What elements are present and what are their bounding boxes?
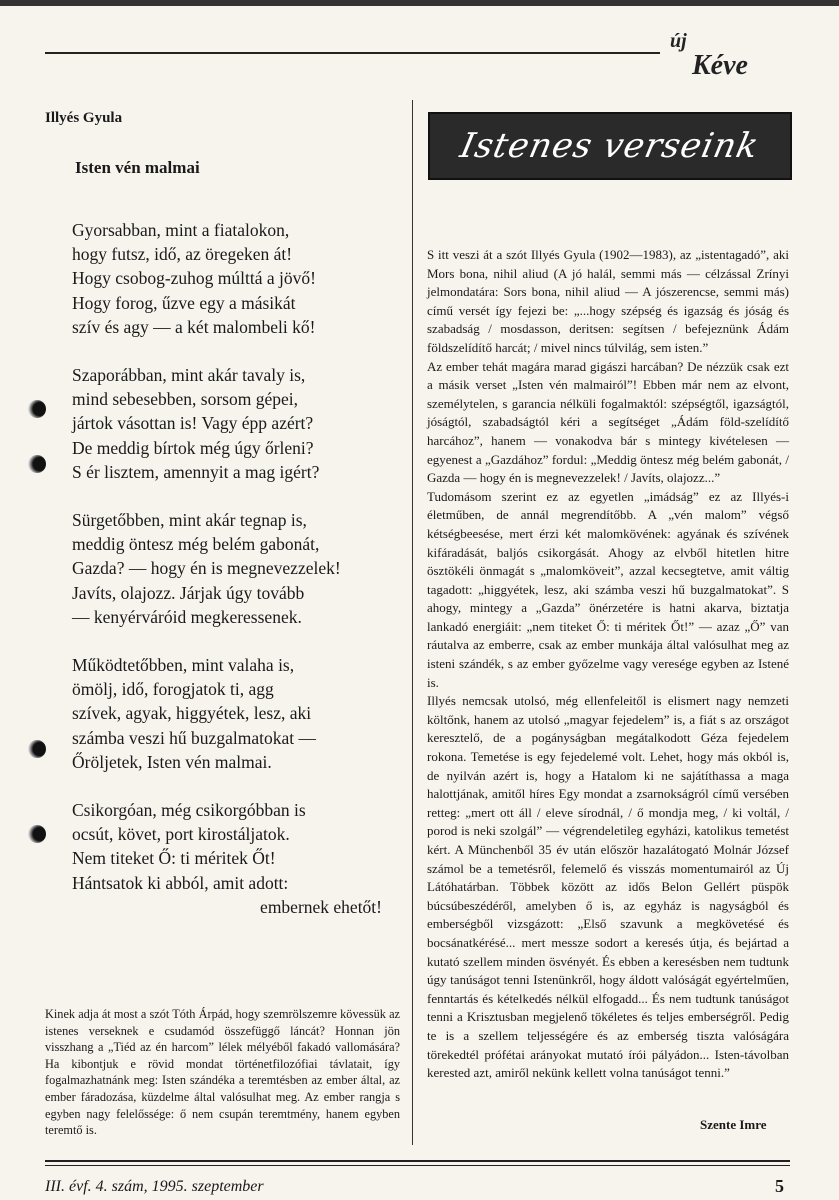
poem-line: szív és agy — a két malombeli kő!: [72, 316, 316, 337]
binder-hole-icon: [28, 455, 46, 473]
poem-title: Isten vén malmai: [75, 158, 200, 177]
poem-line: szívek, agyak, higgyétek, lesz, aki: [72, 703, 312, 724]
logo-keve: Kéve: [692, 50, 748, 81]
poem-stanza: [72, 508, 402, 629]
poem-line: Működtetőbben, mint valaha is,: [72, 655, 295, 676]
poem-author: Illyés Gyula: [45, 110, 123, 126]
poem-line: ömölj, idő, forogjatok ti, agg: [72, 679, 274, 700]
poem-stanza: [72, 218, 402, 339]
poem-line: — kenyérváróid megkeressenek.: [72, 606, 302, 627]
article-paragraph: Illyés nemcsak utolsó, még ellenfeleitől is elismert nagy nemzeti költőnk, hanem az utolsó „magyar fejedelem” is, a fiát s az országot keresztelő, de a pogányságban megátalkodott Géza fejedelem rokona. Temetése is egy fejedelemé volt. Lehet, hogy más okból is, de nyilván azért is, hogy a Hatalom ki ne sajátíthassa a maga halottjának, amitől híres Egy mondat a zsarnokságról című versében retteg: „mert ott áll / eleve sírodnál, / ő mondja meg, / ki voltál, / porod is neki szolgál” — végrendeletileg egyházi, katolikus temetést kért. A Münchenből 35 év után először hazalátogató Molnár József számol be a temetésről, felemelő és visszás momentumairól az Új Látóhatárban. Többek között az idős Belon Gellért püspök búcsúbeszédéről, amelyben ő is, az egyház is nagyságból és emberségből vizsgázott: „Első szavunk a megkövetésé és bocsánatkérésé... mert messze sodort a keresés útja, és bejártad a kutató szellem minden ösvényét. És ebben a keresésben nem tudtunk úgy tanúságot tenni Istenünkről, hogy áldott valóságát egyértelműen, fenntartás és kételkedés nélkül elfogadd... És nem tudtunk tanúságot tenni a Krisztusban megjelenő tökéletes és teljes emberségről. Pedig te is a szellem teljességére és az emberség tiszta valóságára törekedtél prófétai arányokat mutató írói pályádon... Isten-távolban kerested azt, amiről nekünk kellett volna tanúságot tenni.”: [427, 693, 789, 1081]
section-banner: [428, 112, 792, 180]
poem-line: Javíts, olajozz. Járjak úgy tovább: [72, 582, 305, 603]
page-number: 5: [775, 1176, 784, 1196]
poem-line: embernek ehetőt!: [260, 896, 382, 917]
poem-line: ocsút, követ, port kirostáljatok.: [72, 824, 290, 845]
poem-body: [72, 218, 402, 943]
poem-stanza: [72, 363, 402, 484]
article-paragraph: Az ember tehát magára marad gigászi harcában? De nézzük csak ezt a másik verset „Isten vén malmairól”! Ebben már nem az elvont, személytelen, s garancia nélküli fogalmaktól: szépségtől, igazságtól, jóságtól, szabadságtól kéri a segítséget „Ádám föld-szelídítő harcához”, hanem — vonakodva bár s mintegy kivételesen — egyenest a „Gazdához” fordul: „Meddig öntesz még belém gabonát, / Gazda — hogy én is megnevezzelek! / Javíts, olajozz...”: [427, 358, 789, 486]
binder-hole-icon: [28, 825, 46, 843]
binder-hole-icon: [28, 400, 46, 418]
poem-line: Gyorsabban, mint a fiatalokon,: [72, 220, 290, 240]
poem-line: meddig öntesz még belém gabonát,: [72, 534, 320, 555]
poem-line: Hántsatok ki abból, amit adott:: [72, 872, 289, 893]
poem-stanza: [72, 798, 402, 919]
intro-paragraph: Kinek adja át most a szót Tóth Árpád, hogy szemrölszemre kövessük az istenes verseknek e csudamód összefüggő láncát? Honnan jön visszhang a „Tiéd az én harcom” lélek mélyéből fakadó vallomására? Ha kibontjuk e rövid mondat történetfilozófiai távlatait, így fogalmazhatnánk meg: Isten szándéka a teremtésben az ember által, az ember fáradozása, küzdelme által valósulhat meg. Az ember rangja s egyben nagy felelőssége: ő nem csupán teremtmény, hanem egyben teremtő is.: [45, 1007, 400, 1138]
footer-rule: [45, 1160, 790, 1162]
article-signature: Szente Imre: [700, 1117, 767, 1132]
poem-line: Gazda? — hogy én is megnevezzelek!: [72, 558, 341, 579]
column-divider: [412, 100, 413, 1145]
poem-line: Hogy forog, űzve egy a másikát: [72, 292, 296, 313]
header-rule: [45, 52, 660, 54]
poem-line: Szaporábban, mint akár tavaly is,: [72, 365, 306, 386]
article-body: [427, 246, 789, 1083]
poem-line: számba veszi hű buzgalmatokat —: [72, 727, 316, 748]
issue-info: III. évf. 4. szám, 1995. szeptember: [45, 1178, 264, 1195]
poem-line: Csikorgóan, még csikorgóbban is: [72, 800, 306, 821]
logo-uj: új: [670, 30, 687, 52]
banner-title: Istenes verseink: [457, 126, 763, 166]
poem-stanza: [72, 653, 402, 774]
poem-line: Hogy csobog-zuhog múlttá a jövő!: [72, 268, 316, 289]
poem-line: hogy futsz, idő, az öregeken át!: [72, 244, 293, 265]
poem-line: Őröljetek, Isten vén malmai.: [72, 751, 272, 772]
poem-line: mind sebesebben, sorsom gépei,: [72, 389, 298, 410]
binder-hole-icon: [28, 740, 46, 758]
poem-line: jártok vásottan is! Vagy épp azért?: [72, 413, 314, 434]
poem-line: De meddig bírtok még úgy őrleni?: [72, 437, 314, 458]
top-edge: [0, 0, 839, 6]
article-paragraph: S itt veszi át a szót Illyés Gyula (1902—1983), az „istentagadó”, aki Mors bona, nihil aliud (A jó halál, semmi más — célzással Zrínyi jelmondatára: Sors bona, nihil aliud — A jószerencse, semmi más) című versét így fejezi be: „...hogy szépség és igazság és jóság és szabadság / mosdasson, deritsen: segítsen / befejeznünk Ádám földszelídítő harcát; / mivel nincs túlvilág, sem isten.”: [427, 247, 789, 355]
article-paragraph: Tudomásom szerint ez az egyetlen „imádság” ez az Illyés-i életműben, de annál megrendítőbb. A „vén malom” végső kétségbeesése, mert érzi két malomkövének: agyának és szívének kifáradását, baljós csikorgását. Ahogy az elvből hitetlen hitre ösztökéli önmagát s „malomköveit”, azzal kecsegtetve, amit váltig tagadott: „higgyétek, lesz, aki számba veszi hű buzgalmatokat”. S ahogy, mintegy a „Gazda” önérzetére is hatni akarva, biztatja lankadó energiáit: „nem titeket Ő: ti méritek Őt!” — azaz „Ő” van ráutalva az emberre, csak az ember munkája által valósulhat meg az isteni szándék, s az ember győzelme vagy veresége egyben az Istené is.: [427, 488, 789, 690]
footer-rule-thin: [45, 1165, 790, 1166]
poem-line: S ér lisztem, amennyit a mag igért?: [72, 461, 320, 482]
poem-line: Sürgetőbben, mint akár tegnap is,: [72, 510, 307, 531]
poem-line: Nem titeket Ő: ti méritek Őt!: [72, 848, 276, 869]
